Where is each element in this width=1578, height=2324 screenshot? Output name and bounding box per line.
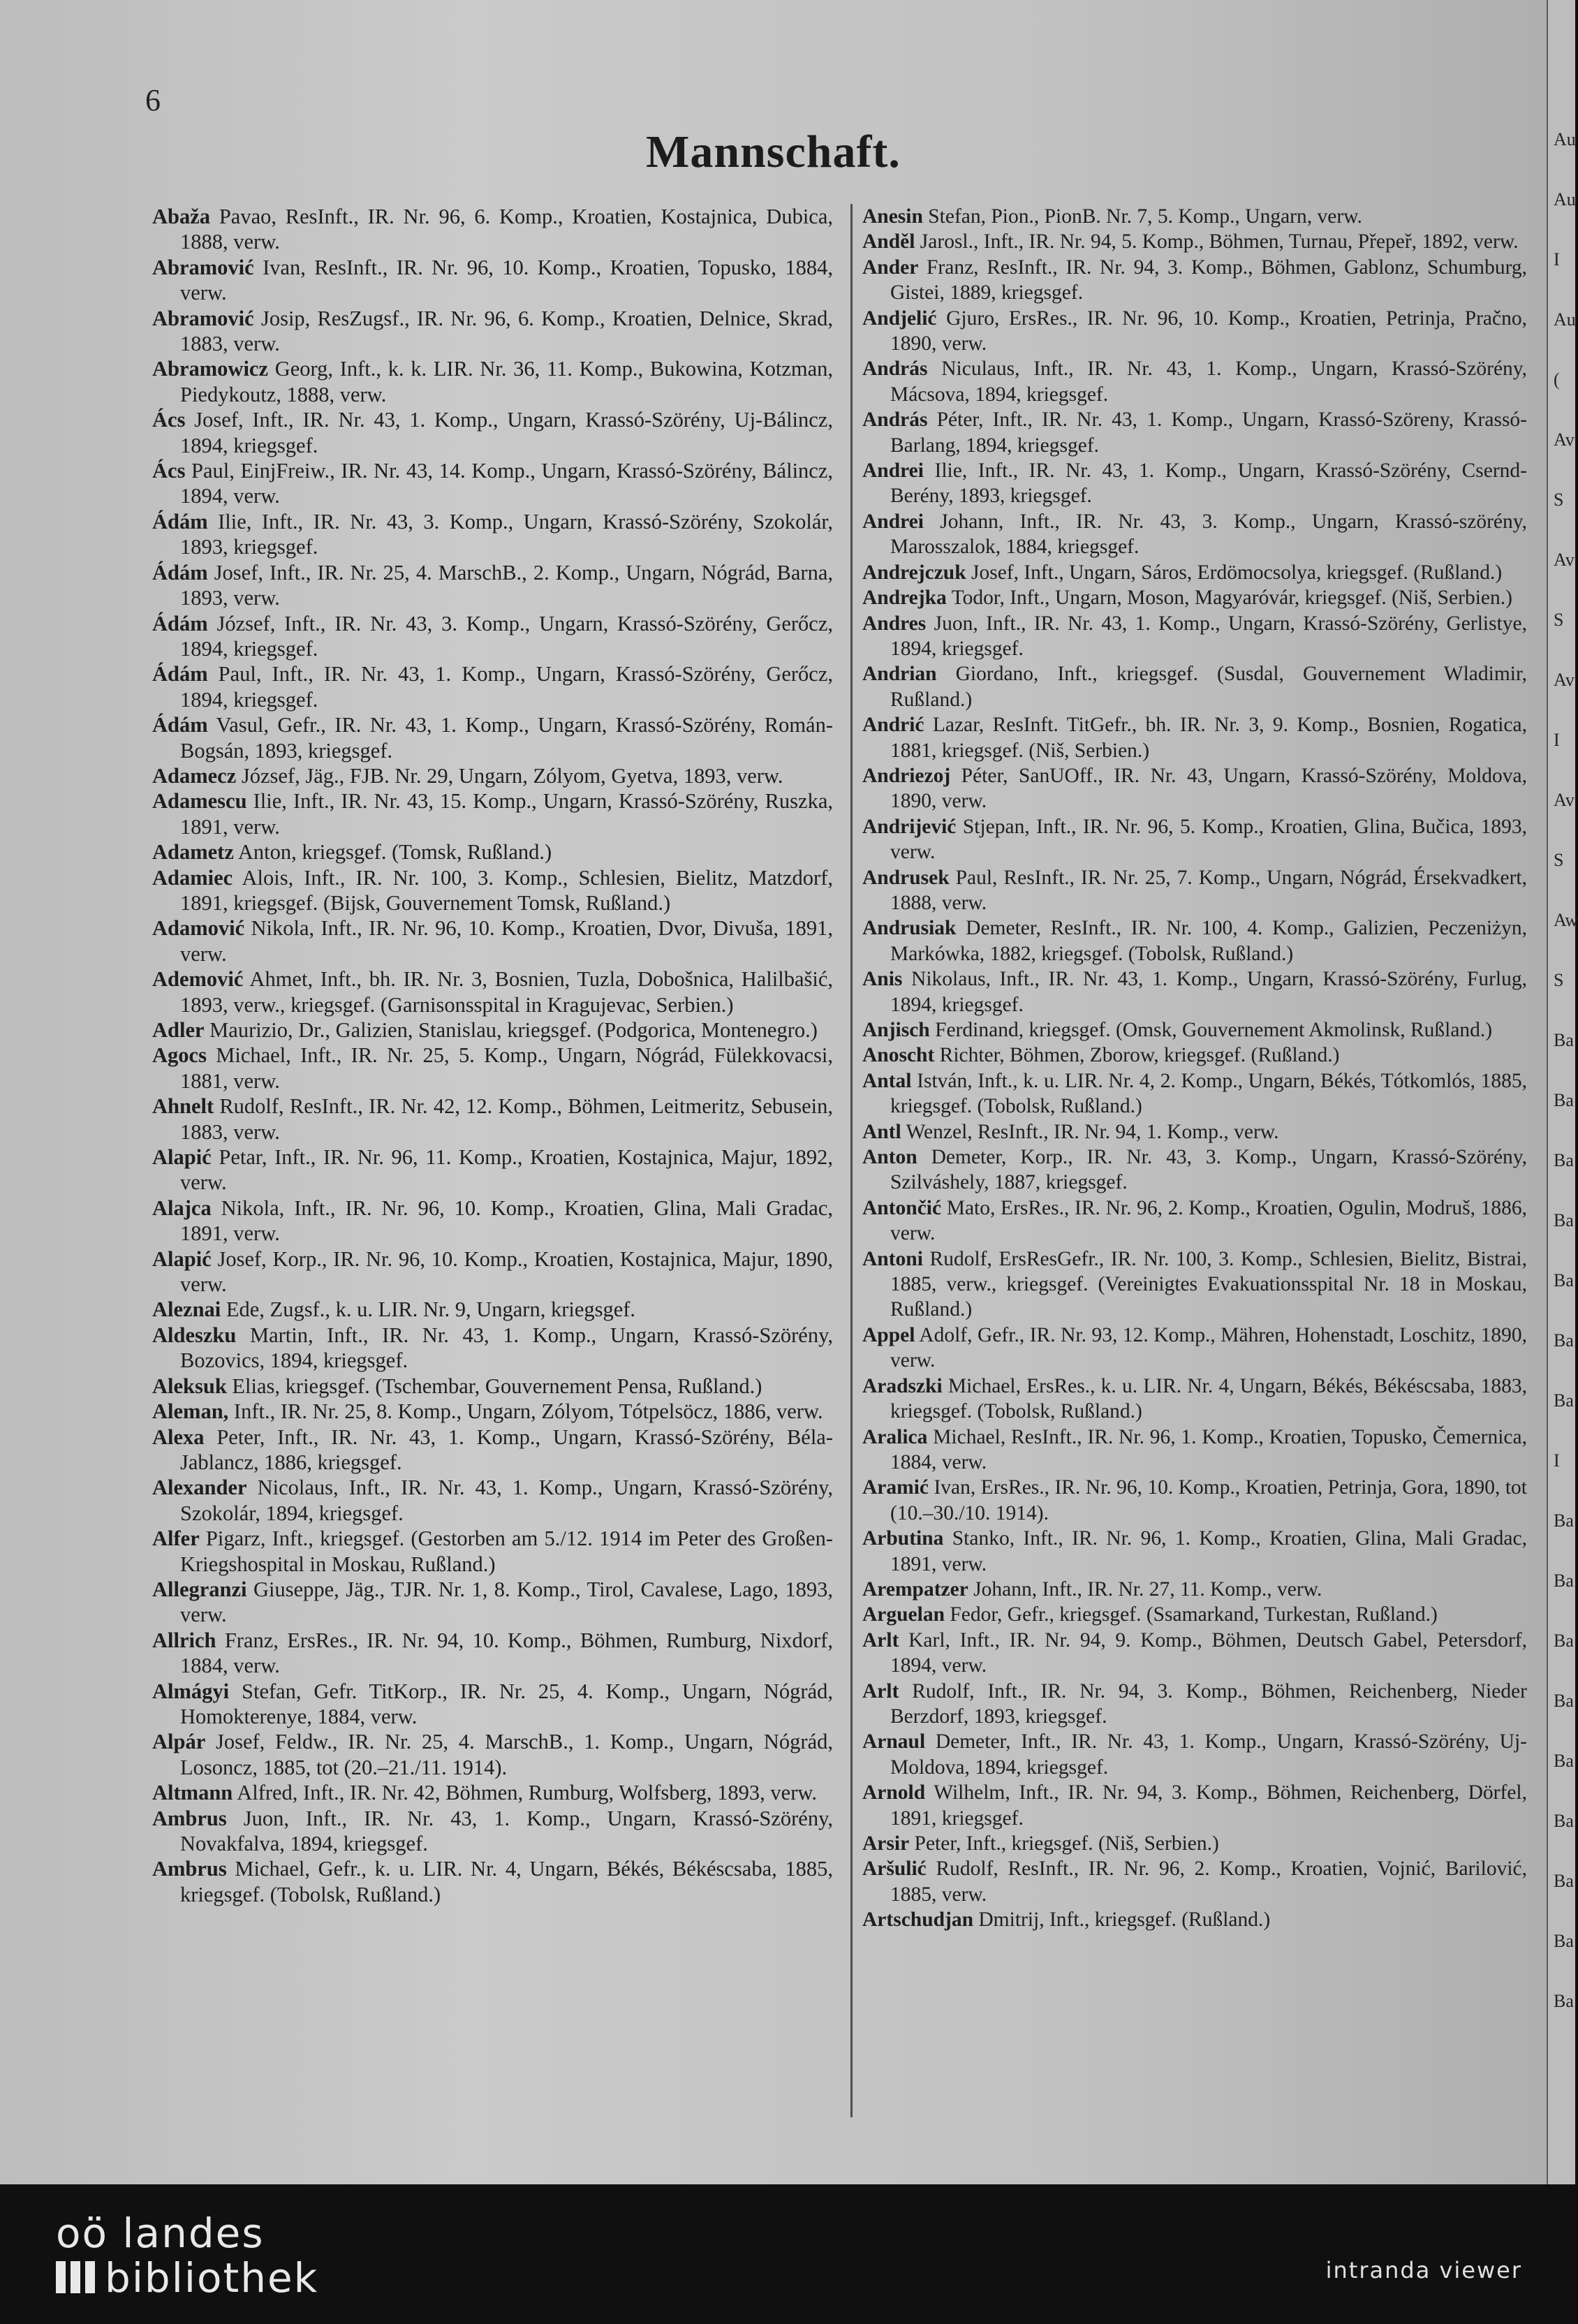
entry-surname: Abramović <box>152 255 254 279</box>
register-entry <box>152 1145 833 1196</box>
entry-surname: Alapić <box>152 1145 212 1170</box>
register-entry <box>152 1297 833 1322</box>
entry-surname: Arnaul <box>862 1730 926 1753</box>
entry-surname: Aleman, <box>152 1399 229 1424</box>
entry-surname: Adamović <box>152 916 245 941</box>
entry-details: Johann, Inft., IR. Nr. 43, 3. Komp., Ungarn, Krassó-szörény, Marosszalok, 1884, kriegsgef. <box>890 510 1527 559</box>
next-page-fragment: Ba <box>1554 1210 1574 1230</box>
entry-details: Rudolf, ResInft., IR. Nr. 42, 12. Komp., Böhmen, Leitmeritz, Sebusein, 1883, verw. <box>180 1094 833 1144</box>
entry-details: Ilie, Inft., IR. Nr. 43, 15. Komp., Ungarn, Krassó-Szörény, Ruszka, 1891, verw. <box>180 789 833 839</box>
next-page-fragment: S <box>1554 610 1564 630</box>
entry-details: Peter, Inft., kriegsgef. (Niš, Serbien.) <box>909 1832 1219 1855</box>
next-page-fragment: Ba <box>1554 1571 1574 1591</box>
register-entry <box>862 1374 1527 1425</box>
next-page-fragment: I <box>1554 1450 1560 1471</box>
register-entry <box>862 585 1527 610</box>
entry-details: Gjuro, ErsRes., IR. Nr. 96, 10. Komp., Kroatien, Petrinja, Pračno, 1890, verw. <box>890 307 1527 355</box>
entry-surname: Aramić <box>862 1476 929 1499</box>
entry-surname: Alapić <box>152 1246 212 1271</box>
library-logo-bars-icon <box>56 2261 95 2293</box>
entry-surname: Agocs <box>152 1043 207 1068</box>
register-entry <box>862 1831 1527 1856</box>
entry-surname: Aršulić <box>862 1858 927 1881</box>
entry-surname: Abramović <box>152 306 254 330</box>
entry-details: Josef, Korp., IR. Nr. 96, 10. Komp., Kroatien, Kostajnica, Majur, 1890, verw. <box>180 1246 833 1297</box>
register-entry <box>862 1068 1527 1119</box>
register-entry <box>152 966 833 1017</box>
entry-details: Michael, Inft., IR. Nr. 25, 5. Komp., Ungarn, Nógrád, Fülekkovacsi, 1881, verw. <box>180 1043 833 1093</box>
register-entry <box>152 1399 833 1424</box>
entry-surname: Adamecz <box>152 763 237 788</box>
register-entry <box>152 763 833 788</box>
register-entry <box>152 1806 833 1857</box>
entry-surname: Allegranzi <box>152 1577 247 1601</box>
register-entry <box>152 356 833 407</box>
entry-surname: Anis <box>862 968 903 991</box>
entry-details: István, Inft., k. u. LIR. Nr. 4, 2. Komp., Ungarn, Békés, Tótkomlós, 1885, kriegsgef. (Tobolsk, Rußland.) <box>890 1069 1527 1118</box>
register-entry <box>152 661 833 712</box>
register-entry <box>152 1475 833 1526</box>
entry-details: Juon, Inft., IR. Nr. 43, 1. Komp., Ungarn, Krassó-Szörény, Gerlistye, 1894, kriegsgef. <box>890 612 1527 660</box>
entry-details: Pigarz, Inft., kriegsgef. (Gestorben am 5./12. 1914 im Peter des Großen-Kriegshospital in Moskau, Rußland.) <box>180 1527 833 1576</box>
register-entry <box>862 1577 1527 1602</box>
column-divider <box>850 204 853 2117</box>
entry-details: Stjepan, Inft., IR. Nr. 96, 5. Komp., Kroatien, Glina, Bučica, 1893, verw. <box>890 815 1527 864</box>
entry-details: Inft., IR. Nr. 25, 8. Komp., Ungarn, Zólyom, Tótpelsöcz, 1886, verw. <box>228 1399 823 1424</box>
entry-details: Jarosl., Inft., IR. Nr. 94, 5. Komp., Böhmen, Turnau, Přepeř, 1892, verw. <box>915 230 1519 253</box>
entry-details: Ahmet, Inft., bh. IR. Nr. 3, Bosnien, Tuzla, Dobošnica, Halilbašić, 1893, verw., kriegsgef. (Garnisonsspital in Kragujevac, Serbien.) <box>180 967 833 1017</box>
register-entry <box>862 1196 1527 1246</box>
next-page-fragment: Au <box>1554 129 1576 149</box>
register-entry <box>862 1780 1527 1831</box>
entry-surname: Ádám <box>152 560 208 584</box>
register-entry <box>152 1856 833 1907</box>
register-entry <box>152 1196 833 1246</box>
entry-details: Nikola, Inft., IR. Nr. 96, 10. Komp., Kroatien, Dvor, Divuša, 1891, verw. <box>180 916 833 966</box>
next-page-edge <box>1547 0 1578 2184</box>
entry-surname: Arnold <box>862 1781 926 1804</box>
register-entry <box>862 814 1527 865</box>
entry-surname: Aleksuk <box>152 1374 227 1398</box>
entry-surname: Antl <box>862 1120 901 1143</box>
viewer-label: intranda viewer <box>1325 2257 1522 2283</box>
entry-surname: Ademović <box>152 967 244 992</box>
next-page-fragment: Ba <box>1554 1390 1574 1411</box>
register-entry <box>862 915 1527 966</box>
entry-surname: Andres <box>862 612 927 635</box>
entry-surname: Ádám <box>152 662 208 686</box>
entry-surname: Ádám <box>152 611 208 635</box>
next-page-fragment: Av <box>1554 550 1575 570</box>
entry-surname: Aradszki <box>862 1374 943 1397</box>
entry-surname: Ander <box>862 256 919 279</box>
register-entry <box>152 712 833 763</box>
entry-surname: Anjisch <box>862 1019 930 1041</box>
entry-details: Ilie, Inft., IR. Nr. 43, 3. Komp., Ungarn, Krassó-Szörény, Szokolár, 1893, kriegsgef. <box>180 509 833 559</box>
next-page-fragment: Av <box>1554 670 1575 690</box>
register-entry <box>862 1043 1527 1068</box>
entry-surname: Abaža <box>152 205 211 228</box>
entry-surname: Alfer <box>152 1527 200 1551</box>
entry-details: Ivan, ResInft., IR. Nr. 96, 10. Komp., Kroatien, Topusko, 1884, verw. <box>180 255 833 305</box>
register-entry <box>862 1323 1527 1374</box>
register-entry <box>152 1323 833 1374</box>
entry-surname: Andrijević <box>862 815 957 838</box>
register-entry <box>862 356 1527 407</box>
register-entry <box>862 1475 1527 1526</box>
entry-details: Josip, ResZugsf., IR. Nr. 96, 6. Komp., Kroatien, Delnice, Skrad, 1883, verw. <box>180 306 833 356</box>
entry-surname: Andrusiak <box>862 917 957 940</box>
page-number: 6 <box>145 83 161 117</box>
register-entry <box>862 1145 1527 1196</box>
register-entry <box>862 1856 1527 1907</box>
register-entry <box>862 255 1527 306</box>
entry-details: Stefan, Gefr. TitKorp., IR. Nr. 25, 4. Komp., Ungarn, Nógrád, Homokterenye, 1884, verw. <box>180 1679 833 1728</box>
entry-surname: Artschudjan <box>862 1909 973 1932</box>
next-page-fragment: Ba <box>1554 1090 1574 1110</box>
entry-details: Franz, ResInft., IR. Nr. 94, 3. Komp., Böhmen, Gablonz, Schumburg, Gistei, 1889, kriegsgef. <box>890 256 1527 304</box>
register-entry <box>862 712 1527 763</box>
entry-details: József, Inft., IR. Nr. 43, 3. Komp., Ungarn, Krassó-Szörény, Gerőcz, 1894, kriegsgef. <box>180 611 833 661</box>
entry-surname: Anton <box>862 1146 917 1169</box>
entry-details: Elias, kriegsgef. (Tschembar, Gouvernement Pensa, Rußland.) <box>226 1374 762 1398</box>
register-entry <box>152 306 833 357</box>
register-entry <box>152 1679 833 1730</box>
register-entry <box>862 1017 1527 1043</box>
entry-details: Paul, Inft., IR. Nr. 43, 1. Komp., Ungarn, Krassó-Szörény, Gerőcz, 1894, kriegsgef. <box>180 662 833 712</box>
next-page-fragment: Ba <box>1554 1150 1574 1170</box>
next-page-fragment: ( <box>1554 369 1560 390</box>
entry-details: Alois, Inft., IR. Nr. 100, 3. Komp., Schlesien, Bielitz, Matzdorf, 1891, kriegsgef. (Bijsk, Gouvernement Tomsk, Rußland.) <box>180 865 833 915</box>
register-entry <box>862 763 1527 814</box>
entry-details: Josef, Inft., Ungarn, Sáros, Erdömocsolya, kriegsgef. (Rußland.) <box>966 561 1503 584</box>
entry-details: Giordano, Inft., kriegsgef. (Susdal, Gouvernement Wladimir, Rußland.) <box>890 663 1527 711</box>
entry-details: Péter, SanUOff., IR. Nr. 43, Ungarn, Krassó-Szörény, Moldova, 1890, verw. <box>890 764 1527 813</box>
entry-details: Peter, Inft., IR. Nr. 43, 1. Komp., Ungarn, Krassó-Szörény, Béla-Jablancz, 1886, kriegsgef. <box>180 1425 833 1474</box>
register-entry <box>152 1729 833 1780</box>
register-entry <box>862 865 1527 916</box>
entry-details: Stefan, Pion., PionB. Nr. 7, 5. Komp., Ungarn, verw. <box>922 205 1362 228</box>
entry-details: Nikolaus, Inft., IR. Nr. 43, 1. Komp., Ungarn, Krassó-Szörény, Furlug, 1894, kriegsgef. <box>890 968 1527 1016</box>
entry-details: Michael, ResInft., IR. Nr. 96, 1. Komp., Kroatien, Topusko, Čemernica, 1884, verw. <box>890 1425 1527 1473</box>
entry-details: Anton, kriegsgef. (Tomsk, Rußland.) <box>233 840 552 865</box>
register-entry <box>862 661 1527 712</box>
next-page-fragment: Ba <box>1554 1270 1574 1290</box>
entry-details: Michael, ErsRes., k. u. LIR. Nr. 4, Ungarn, Békés, Békéscsaba, 1883, kriegsgef. (Tobolsk, Rußland.) <box>890 1374 1527 1423</box>
entry-surname: Adamiec <box>152 865 233 890</box>
register-entry <box>862 966 1527 1017</box>
entry-surname: Aleznai <box>152 1297 221 1322</box>
entry-surname: Altmann <box>152 1781 233 1805</box>
entry-details: Ivan, ErsRes., IR. Nr. 96, 10. Komp., Kroatien, Petrinja, Gora, 1890, tot (10.–30./10. 1914). <box>890 1476 1527 1524</box>
entry-surname: Andjelić <box>862 307 937 330</box>
entry-details: Josef, Inft., IR. Nr. 25, 4. MarschB., 2. Komp., Ungarn, Nógrád, Barna, 1893, verw. <box>180 560 833 610</box>
entry-details: Todor, Inft., Ungarn, Moson, Magyaróvár, kriegsgef. (Niš, Serbien.) <box>946 587 1512 610</box>
register-entry <box>152 509 833 560</box>
library-logo-top: oö landes <box>56 2209 265 2257</box>
register-entry <box>862 1907 1527 1932</box>
next-page-fragment: Av <box>1554 429 1575 450</box>
entry-details: Rudolf, ErsResGefr., IR. Nr. 100, 3. Komp., Schlesien, Bielitz, Bistrai, 1885, verw., kriegsgef. (Vereinigtes Evakuationsspital Nr. 18 in Moskau, Rußland.) <box>890 1247 1527 1321</box>
entry-surname: Ács <box>152 459 186 483</box>
register-entry <box>152 915 833 966</box>
entry-surname: Appel <box>862 1323 915 1346</box>
entry-details: Giuseppe, Jäg., TJR. Nr. 1, 8. Komp., Tirol, Cavalese, Lago, 1893, verw. <box>180 1577 833 1627</box>
register-entry <box>152 560 833 611</box>
register-entry <box>862 458 1527 509</box>
entry-details: Pavao, ResInft., IR. Nr. 96, 6. Komp., Kroatien, Kostajnica, Dubica, 1888, verw. <box>180 205 833 254</box>
entry-details: Juon, Inft., IR. Nr. 43, 1. Komp., Ungarn, Krassó-Szörény, Novakfalva, 1894, kriegsgef. <box>180 1806 833 1855</box>
register-entry <box>862 204 1527 229</box>
page-title: Mannschaft. <box>646 126 901 177</box>
entry-details: Georg, Inft., k. k. LIR. Nr. 36, 11. Komp., Bukowina, Kotzman, Piedykoutz, 1888, verw. <box>180 357 833 406</box>
next-page-fragment: Ba <box>1554 1030 1574 1050</box>
entry-details: Dmitrij, Inft., kriegsgef. (Rußland.) <box>973 1909 1271 1932</box>
register-entry <box>862 1425 1527 1476</box>
entry-surname: Adametz <box>152 840 234 865</box>
register-entry <box>152 1425 833 1476</box>
register-entry <box>862 560 1527 585</box>
right-column <box>862 204 1527 1933</box>
next-page-fragment: Ba <box>1554 1510 1574 1531</box>
entry-surname: Andrejka <box>862 587 947 610</box>
register-entry <box>152 1094 833 1145</box>
register-entry <box>152 1628 833 1679</box>
register-entry <box>152 1246 833 1297</box>
register-entry <box>152 1526 833 1577</box>
entry-surname: Andrejczuk <box>862 561 966 584</box>
entry-surname: Andrian <box>862 663 937 686</box>
entry-surname: Adamescu <box>152 789 247 814</box>
entry-details: Demeter, Inft., IR. Nr. 43, 1. Komp., Ungarn, Krassó-Szörény, Uj-Moldova, 1894, kriegsgef. <box>890 1730 1527 1779</box>
entry-details: Ferdinand, kriegsgef. (Omsk, Gouvernement Akmolinsk, Rußland.) <box>929 1019 1493 1041</box>
next-page-fragment: Ba <box>1554 1991 1574 2011</box>
entry-surname: Andrusek <box>862 866 950 889</box>
register-entry <box>862 229 1527 254</box>
register-entry <box>862 611 1527 662</box>
entry-surname: Antončić <box>862 1196 942 1219</box>
entry-details: Mato, ErsRes., IR. Nr. 96, 2. Komp., Kroatien, Ogulin, Modruš, 1886, verw. <box>890 1196 1527 1245</box>
entry-details: Josef, Inft., IR. Nr. 43, 1. Komp., Ungarn, Krassó-Szörény, Uj-Bálincz, 1894, kriegsgef. <box>180 408 833 457</box>
next-page-fragment: S <box>1554 490 1564 510</box>
next-page-fragment: S <box>1554 970 1564 990</box>
entry-surname: Anoscht <box>862 1044 935 1067</box>
entry-details: Nikola, Inft., IR. Nr. 96, 10. Komp., Kroatien, Glina, Mali Gradac, 1891, verw. <box>180 1196 833 1246</box>
entry-details: Martin, Inft., IR. Nr. 43, 1. Komp., Ungarn, Krassó-Szörény, Bozovics, 1894, kriegsgef. <box>180 1323 833 1373</box>
entry-details: Rudolf, ResInft., IR. Nr. 96, 2. Komp., Kroatien, Vojnić, Barilović, 1885, verw. <box>890 1858 1527 1906</box>
entry-details: Ilie, Inft., IR. Nr. 43, 1. Komp., Ungarn, Krassó-Szörény, Csernd-Berény, 1893, kriegsgef. <box>890 459 1527 508</box>
next-page-fragment: I <box>1554 730 1560 750</box>
entry-surname: András <box>862 409 928 432</box>
next-page-fragment: S <box>1554 850 1564 870</box>
entry-details: József, Jäg., FJB. Nr. 29, Ungarn, Zólyom, Gyetva, 1893, verw. <box>236 763 783 788</box>
entry-surname: Arlt <box>862 1679 899 1702</box>
entry-surname: Andrei <box>862 510 924 533</box>
entry-details: Michael, Gefr., k. u. LIR. Nr. 4, Ungarn, Békés, Békéscsaba, 1885, kriegsgef. (Tobolsk, Rußland.) <box>180 1857 833 1906</box>
entry-surname: Antal <box>862 1069 912 1092</box>
entry-surname: Aldeszku <box>152 1323 237 1347</box>
register-entry <box>152 1374 833 1399</box>
entry-details: Paul, ResInft., IR. Nr. 25, 7. Komp., Ungarn, Nógrád, Érsekvadkert, 1888, verw. <box>890 866 1527 914</box>
register-entry <box>862 1729 1527 1780</box>
entry-surname: Alexander <box>152 1476 247 1500</box>
entry-surname: Ádám <box>152 713 208 737</box>
next-page-fragment: Ba <box>1554 1330 1574 1351</box>
register-entry <box>152 1577 833 1628</box>
entry-surname: Ambrus <box>152 1857 227 1881</box>
entry-details: Vasul, Gefr., IR. Nr. 43, 1. Komp., Ungarn, Krassó-Szörény, Román-Bogsán, 1893, kriegsgef. <box>180 713 833 763</box>
entry-details: Petar, Inft., IR. Nr. 96, 11. Komp., Kroatien, Kostajnica, Majur, 1892, verw. <box>180 1145 833 1195</box>
register-entry <box>152 407 833 458</box>
next-page-fragment: Av <box>1554 790 1575 810</box>
left-column <box>152 204 833 1907</box>
entry-details: Maurizio, Dr., Galizien, Stanislau, kriegsgef. (Podgorica, Montenegro.) <box>204 1018 818 1042</box>
next-page-fragment: Ba <box>1554 1751 1574 1771</box>
entry-details: Wilhelm, Inft., IR. Nr. 94, 3. Komp., Böhmen, Reichenberg, Dörfel, 1891, kriegsgef. <box>890 1781 1527 1830</box>
entry-surname: Andrić <box>862 714 924 737</box>
next-page-fragment: Ba <box>1554 1631 1574 1651</box>
register-entry <box>152 865 833 916</box>
entry-surname: Arguelan <box>862 1603 945 1626</box>
register-entry <box>862 407 1527 458</box>
entry-surname: Anděl <box>862 230 915 253</box>
register-entry <box>152 204 833 255</box>
entry-details: Nicolaus, Inft., IR. Nr. 43, 1. Komp., Ungarn, Krassó-Szörény, Szokolár, 1894, kriegsgef. <box>180 1476 833 1525</box>
register-entry <box>152 611 833 662</box>
entry-details: Richter, Böhmen, Zborow, kriegsgef. (Rußland.) <box>934 1044 1340 1067</box>
entry-details: Wenzel, ResInft., IR. Nr. 94, 1. Komp., verw. <box>901 1120 1279 1143</box>
next-page-fragment: Ba <box>1554 1811 1574 1831</box>
entry-details: Paul, EinjFreiw., IR. Nr. 43, 14. Komp., Ungarn, Krassó-Szörény, Bálincz, 1894, verw. <box>180 459 833 508</box>
next-page-fragment: I <box>1554 249 1560 270</box>
entry-details: Niculaus, Inft., IR. Nr. 43, 1. Komp., Ungarn, Krassó-Szörény, Mácsova, 1894, kriegsgef. <box>890 358 1527 406</box>
entry-details: Péter, Inft., IR. Nr. 43, 1. Komp., Ungarn, Krassó-Szöreny, Krassó-Barlang, 1894, kriegsgef. <box>890 409 1527 457</box>
entry-details: Fedor, Gefr., kriegsgef. (Ssamarkand, Turkestan, Rußland.) <box>945 1603 1438 1626</box>
entry-surname: Arempatzer <box>862 1577 968 1601</box>
register-entry <box>152 255 833 306</box>
entry-surname: Almágyi <box>152 1679 230 1703</box>
entry-surname: Anesin <box>862 205 923 228</box>
entry-details: Alfred, Inft., IR. Nr. 42, Böhmen, Rumburg, Wolfsberg, 1893, verw. <box>233 1781 818 1805</box>
register-entry <box>862 1628 1527 1679</box>
entry-surname: András <box>862 358 928 381</box>
entry-details: Demeter, ResInft., IR. Nr. 100, 4. Komp., Galizien, Peczeniżyn, Markówka, 1882, kriegsgef. (Tobolsk, Rußland.) <box>890 917 1527 965</box>
register-entry <box>152 1043 833 1094</box>
entry-surname: Abramowicz <box>152 357 269 381</box>
entry-surname: Antoni <box>862 1247 923 1270</box>
entry-surname: Ádám <box>152 509 208 534</box>
register-entry <box>152 1017 833 1043</box>
entry-surname: Adler <box>152 1018 205 1042</box>
entry-details: Karl, Inft., IR. Nr. 94, 9. Komp., Böhmen, Deutsch Gabel, Petersdorf, 1894, verw. <box>890 1628 1527 1677</box>
entry-surname: Alexa <box>152 1425 205 1449</box>
register-entry <box>152 1780 833 1805</box>
entry-surname: Aralica <box>862 1425 928 1448</box>
next-page-fragment: Ba <box>1554 1691 1574 1711</box>
entry-surname: Allrich <box>152 1628 216 1652</box>
register-entry <box>862 1602 1527 1627</box>
entry-surname: Ambrus <box>152 1806 227 1830</box>
entry-surname: Arlt <box>862 1628 899 1652</box>
register-entry <box>152 839 833 865</box>
entry-details: Josef, Feldw., IR. Nr. 25, 4. MarschB., 1. Komp., Ungarn, Nógrád, Losoncz, 1885, tot (20.–21./11. 1914). <box>180 1730 833 1779</box>
entry-details: Ede, Zugsf., k. u. LIR. Nr. 9, Ungarn, kriegsgef. <box>221 1297 636 1322</box>
entry-surname: Alpár <box>152 1730 206 1754</box>
register-entry <box>862 509 1527 560</box>
register-entry <box>862 306 1527 357</box>
entry-surname: Arsir <box>862 1832 910 1855</box>
entry-details: Stanko, Inft., IR. Nr. 96, 1. Komp., Kroatien, Glina, Mali Gradac, 1891, verw. <box>890 1527 1527 1575</box>
register-entry <box>862 1246 1527 1323</box>
entry-details: Johann, Inft., IR. Nr. 27, 11. Komp., verw. <box>968 1577 1322 1601</box>
next-page-fragment: Ba <box>1554 1871 1574 1891</box>
entry-details: Lazar, ResInft. TitGefr., bh. IR. Nr. 3, 9. Komp., Bosnien, Rogatica, 1881, kriegsgef. (Niš, Serbien.) <box>890 714 1527 762</box>
next-page-fragment: Ba <box>1554 1931 1574 1951</box>
register-entry <box>152 458 833 509</box>
entry-surname: Andrei <box>862 459 924 483</box>
entry-details: Demeter, Korp., IR. Nr. 43, 3. Komp., Ungarn, Krassó-Szörény, Szilváshely, 1887, kriegsgef. <box>890 1146 1527 1194</box>
register-entry <box>862 1679 1527 1730</box>
entry-surname: Andriezoj <box>862 764 951 787</box>
entry-details: Rudolf, Inft., IR. Nr. 94, 3. Komp., Böhmen, Reichenberg, Nieder Berzdorf, 1893, kriegsgef. <box>890 1679 1527 1728</box>
entry-surname: Ács <box>152 408 186 432</box>
register-entry <box>862 1526 1527 1577</box>
entry-surname: Ahnelt <box>152 1094 214 1119</box>
entry-details: Adolf, Gefr., IR. Nr. 93, 12. Komp., Mähren, Hohenstadt, Loschitz, 1890, verw. <box>890 1323 1527 1372</box>
register-entry <box>152 788 833 839</box>
library-logo-bottom: bibliothek <box>105 2254 319 2302</box>
entry-surname: Arbutina <box>862 1527 944 1550</box>
next-page-fragment: Au <box>1554 309 1576 330</box>
next-page-fragment: Aw <box>1554 910 1578 930</box>
register-entry <box>862 1119 1527 1145</box>
entry-details: Franz, ErsRes., IR. Nr. 94, 10. Komp., Böhmen, Rumburg, Nixdorf, 1884, verw. <box>180 1628 833 1678</box>
entry-surname: Alajca <box>152 1196 212 1220</box>
next-page-fragment: Au <box>1554 189 1576 209</box>
